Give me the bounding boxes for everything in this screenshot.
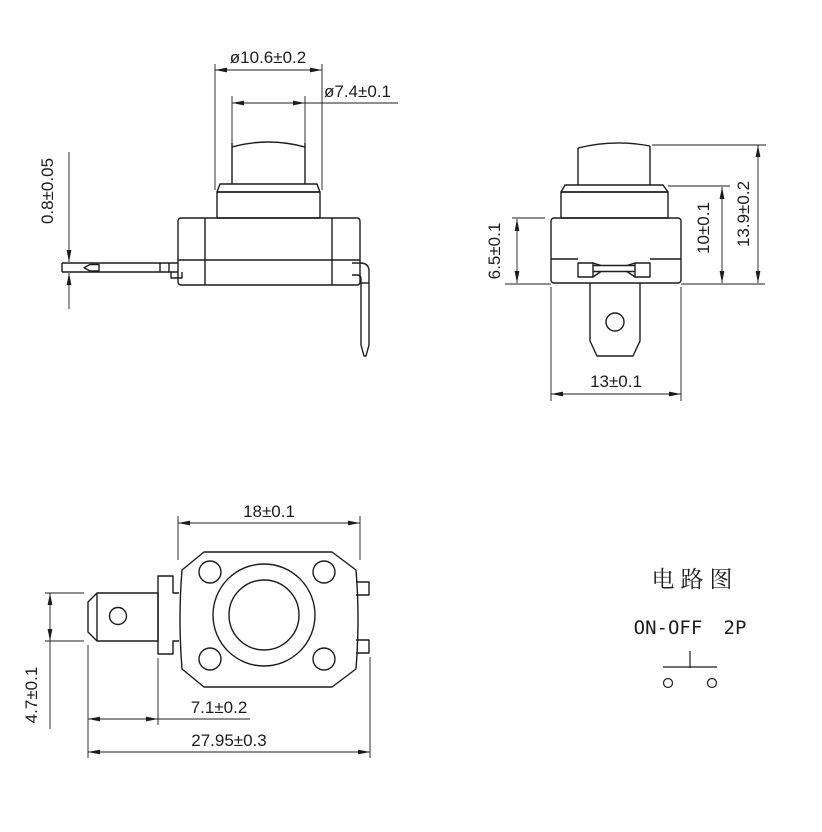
bottom-center-boss (213, 564, 315, 666)
bottom-terminal-neck (158, 576, 179, 654)
terminal-hole (606, 313, 624, 331)
dim-side-body-height: 10±0.1 (694, 202, 713, 254)
switch-contact-right (708, 679, 717, 688)
dim-side-body-width: 13±0.1 (590, 372, 642, 391)
circuit-diagram (634, 567, 747, 688)
side-collar (561, 185, 668, 218)
front-left-terminal (62, 263, 182, 278)
side-view (485, 143, 766, 401)
side-button (578, 143, 650, 185)
bottom-terminal-tab (88, 593, 158, 641)
circuit-switch-type: ON-OFF (633, 617, 703, 639)
front-view (38, 48, 398, 356)
dim-bottom-terminal-width: 4.7±0.1 (22, 666, 41, 724)
front-collar (217, 184, 320, 218)
front-body (178, 218, 360, 285)
dim-front-terminal-thickness: 0.8±0.05 (38, 157, 57, 225)
dim-bottom-overall-length: 27.95±0.3 (191, 731, 267, 750)
dim-side-base-height: 6.5±0.1 (485, 222, 504, 280)
terminal-hole (110, 608, 127, 625)
side-bottom-terminal (590, 283, 640, 356)
side-dimensions (512, 145, 766, 401)
pushbutton-switch-symbol (663, 651, 717, 688)
dim-front-button-diameter: ø7.4±0.1 (324, 82, 391, 101)
front-right-terminal (352, 263, 369, 356)
front-button (232, 142, 305, 184)
circuit-title: 电路图 (651, 567, 739, 593)
dim-side-total-height: 13.9±0.2 (734, 180, 753, 248)
switch-contact-left (664, 679, 673, 688)
bottom-view (22, 502, 370, 758)
dim-bottom-terminal-length: 7.1±0.2 (190, 698, 248, 717)
circuit-poles: 2P (723, 617, 747, 639)
dim-front-outer-diameter: ø10.6±0.2 (229, 48, 307, 67)
side-body (551, 218, 681, 283)
dim-bottom-body-length: 18±0.1 (243, 502, 295, 521)
side-contact-slot (578, 263, 650, 277)
